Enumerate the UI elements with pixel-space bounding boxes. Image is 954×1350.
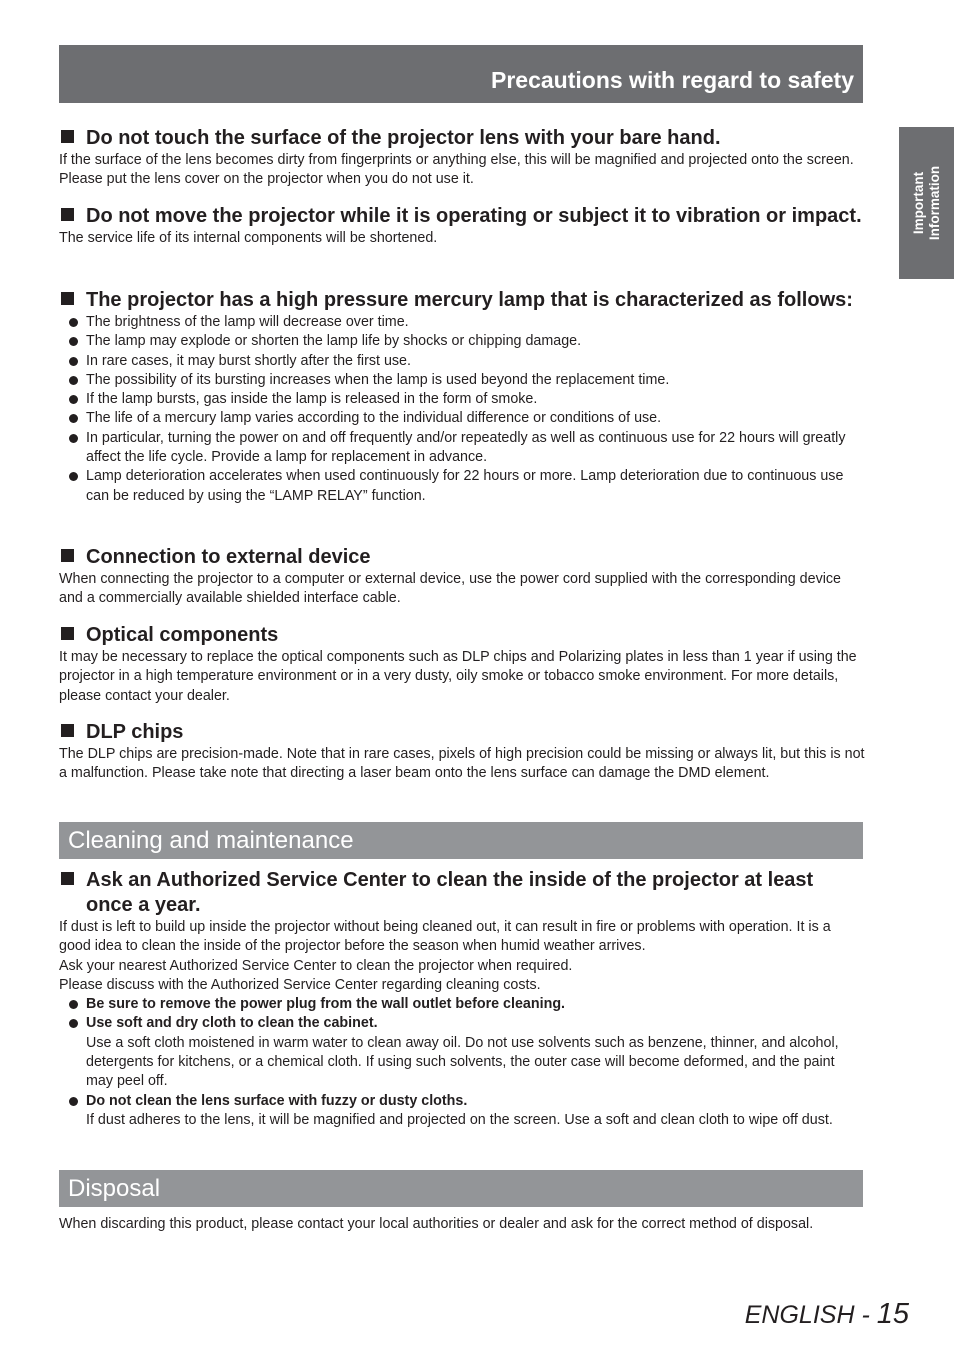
bullet-icon xyxy=(69,357,78,366)
list-item: The lamp may explode or shorten the lamp life by shocks or chipping damage. xyxy=(59,332,865,351)
page-header-title: Precautions with regard to safety xyxy=(491,67,854,93)
section-disposal xyxy=(59,1215,865,1234)
lamp-list xyxy=(59,313,865,506)
disposal-section-title: Disposal xyxy=(68,1175,161,1202)
page-number: 15 xyxy=(876,1298,909,1330)
section-heading: Ask an Authorized Service Center to clean the inside of the projector at least once a year. xyxy=(59,868,865,918)
bullet-icon xyxy=(69,1019,78,1028)
cleaning-body-line: If dust is left to build up inside the projector without being cleaned out, it can result in fire or problems with operation. It is a good idea to clean the inside of the projector before the season when humid weather arrives. xyxy=(59,919,831,955)
section-cleaning xyxy=(59,868,865,1130)
list-item: Lamp deterioration accelerates when used continuously for 22 hours or more. Lamp deterioration due to continuous use can be reduced by using the “LAMP RELAY” function. xyxy=(59,467,865,506)
section-body: The DLP chips are precision-made. Note that in rare cases, pixels of high precision could be missing or always lit, but this is not a malfunction. Please take note that directing a laser beam onto the lens surface can damage the DMD element. xyxy=(59,746,865,782)
list-item: In rare cases, it may burst shortly after the first use. xyxy=(59,352,865,371)
cleaning-body-line: Ask your nearest Authorized Service Center to clean the projector when required. xyxy=(59,957,573,974)
bullet-icon xyxy=(69,376,78,385)
side-tab-important-information[interactable] xyxy=(899,127,954,279)
section-connection xyxy=(59,545,865,609)
square-bullet-icon xyxy=(61,130,74,143)
section-lens xyxy=(59,126,865,190)
bullet-icon xyxy=(69,434,78,443)
footer-language: ENGLISH - xyxy=(744,1301,877,1329)
square-bullet-icon xyxy=(61,208,74,221)
section-optical xyxy=(59,623,865,706)
bullet-icon xyxy=(69,337,78,346)
disposal-body: When discarding this product, please contact your local authorities or dealer and ask for the correct method of disposal. xyxy=(59,1216,814,1232)
bullet-icon xyxy=(69,414,78,423)
cleaning-list xyxy=(59,995,865,1130)
section-heading: Connection to external device xyxy=(59,545,865,570)
cleaning-body-line: Please discuss with the Authorized Service Center regarding cleaning costs. xyxy=(59,976,541,993)
section-move xyxy=(59,204,865,248)
list-item: If the lamp bursts, gas inside the lamp is released in the form of smoke. xyxy=(59,390,865,409)
section-lamp xyxy=(59,288,865,506)
section-heading: DLP chips xyxy=(59,720,865,745)
list-item: The brightness of the lamp will decrease over time. xyxy=(59,313,865,332)
list-item: Do not clean the lens surface with fuzzy or dusty cloths. If dust adheres to the lens, it will be magnified and projected on the screen. Use a soft and clean cloth to wipe off dust. xyxy=(59,1092,865,1131)
list-item: Be sure to remove the power plug from the wall outlet before cleaning. xyxy=(59,995,865,1014)
disposal-section-bar xyxy=(59,1170,863,1207)
bullet-icon xyxy=(69,472,78,481)
page-footer xyxy=(745,1297,909,1332)
square-bullet-icon xyxy=(61,724,74,737)
list-item: In particular, turning the power on and off frequently and/or repeatedly as well as continuous use for 22 hours will greatly affect the life cycle. Provide a lamp for replacement in advance. xyxy=(59,429,865,468)
list-item: The life of a mercury lamp varies according to the individual difference or conditions of use. xyxy=(59,409,865,428)
section-heading: The projector has a high pressure mercury lamp that is characterized as follows: xyxy=(59,288,865,313)
square-bullet-icon xyxy=(61,549,74,562)
bullet-icon xyxy=(69,1000,78,1009)
side-tab-label: Important Information xyxy=(910,165,942,241)
section-body: It may be necessary to replace the optical components such as DLP chips and Polarizing plates in less than 1 year if using the projector in a high temperature environment or in a very dusty, oily smoke or tobacco smoke environment. For more details, please contact your dealer. xyxy=(59,649,857,704)
section-body: If the surface of the lens becomes dirty from fingerprints or anything else, this will be magnified and projected onto the screen. Please put the lens cover on the projector when you do not use it. xyxy=(59,152,854,188)
section-heading: Do not move the projector while it is operating or subject it to vibration or impact. xyxy=(59,204,865,229)
bullet-icon xyxy=(69,318,78,327)
list-item: Use soft and dry cloth to clean the cabinet. Use a soft cloth moistened in warm water to clean away oil. Do not use solvents such as benzene, thinner, and alcohol, detergents for kitchens, or a chemical cloth. If using such solvents, the outer case will become deformed, and the paint may peel off. xyxy=(59,1014,865,1091)
bullet-icon xyxy=(69,1097,78,1106)
square-bullet-icon xyxy=(61,872,74,885)
section-dlp xyxy=(59,720,865,784)
section-heading: Do not touch the surface of the projector lens with your bare hand. xyxy=(59,126,865,151)
square-bullet-icon xyxy=(61,292,74,305)
cleaning-section-title: Cleaning and maintenance xyxy=(68,827,354,854)
section-heading: Optical components xyxy=(59,623,865,648)
page-header-bar xyxy=(59,45,863,103)
section-body: When connecting the projector to a computer or external device, use the power cord supplied with the corresponding device and a commercially available shielded interface cable. xyxy=(59,571,842,607)
list-item: The possibility of its bursting increases when the lamp is used beyond the replacement time. xyxy=(59,371,865,390)
cleaning-section-bar xyxy=(59,822,863,859)
section-body: The service life of its internal components will be shortened. xyxy=(59,230,438,246)
square-bullet-icon xyxy=(61,627,74,640)
bullet-icon xyxy=(69,395,78,404)
